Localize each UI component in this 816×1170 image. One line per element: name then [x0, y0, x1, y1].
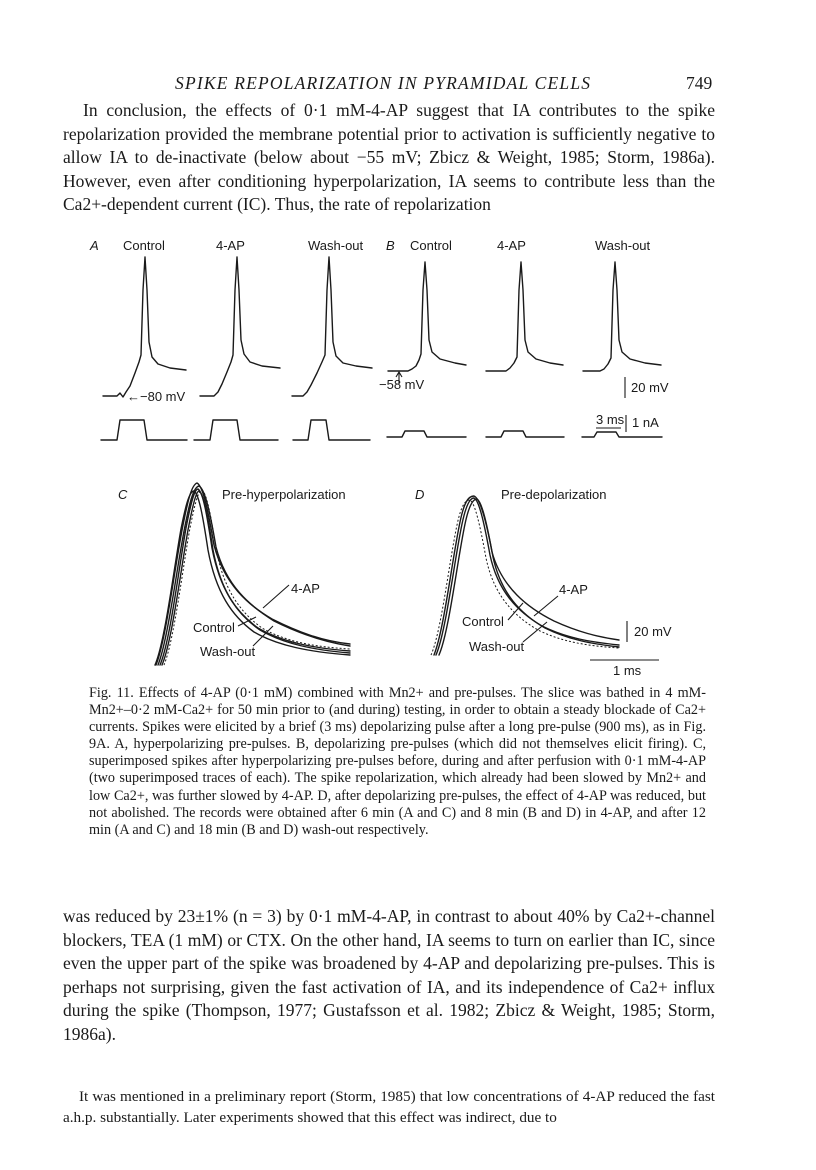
panel-d-letter: D — [415, 487, 425, 502]
panel-c-label-washout: Wash-out — [200, 644, 256, 659]
panel-a-current-4ap — [194, 420, 278, 440]
panel-b-washout-trace — [583, 262, 661, 371]
panel-d-label-control: Control — [462, 614, 504, 629]
panel-c-letter: C — [118, 487, 128, 502]
panel-b-letter: B — [386, 238, 395, 253]
panel-a-4ap-trace — [200, 257, 280, 396]
panel-b-label-4ap: 4-AP — [497, 238, 526, 253]
panel-b-control-trace — [388, 262, 466, 371]
panel-d-washout-pointer — [523, 622, 547, 642]
panel-d-voltage-scale-label: 20 mV — [634, 624, 672, 639]
panel-a-label-washout: Wash-out — [308, 238, 364, 253]
figure-11 — [0, 230, 816, 678]
panel-a-label-control: Control — [123, 238, 165, 253]
panel-a-washout-trace — [292, 257, 372, 396]
panel-b-current-washout — [582, 432, 662, 437]
panel-a-label-4ap: 4-AP — [216, 238, 245, 253]
paragraph-bottom: It was mentioned in a preliminary report (Storm, 1985) that low concentrations of 4-AP reduced the fast a.h.p. substantially. Later experiments showed that this effect was indirect, due to — [63, 1088, 715, 1126]
panel-b-current-control — [387, 431, 466, 437]
panel-c-label-control: Control — [193, 620, 235, 635]
panel-d-title: Pre-depolarization — [501, 487, 607, 502]
panel-b-4ap-trace — [486, 262, 563, 371]
panel-a-current-washout — [293, 420, 370, 440]
page-number: 749 — [686, 73, 713, 93]
paragraph-top: In conclusion, the effects of 0·1 mM-4-AP suggest that IA contributes to the spike repolarization provided the membrane potential prior to activation is sufficiently negative to allow IA to de-inactivate (below about −55 mV; Zbicz & Weight, 1985; Storm, 1986a). However, even after conditioning hyperpolarization, IA seems to contribute less than the Ca2+-dependent current (IC). Thus, the rate of repolarization — [63, 100, 715, 215]
panel-a-current-control — [101, 420, 187, 440]
panel-b-label-washout: Wash-out — [595, 238, 651, 253]
panel-b-current-scale-label: 1 nA — [632, 415, 659, 430]
figure-caption: Fig. 11. Effects of 4-AP (0·1 mM) combined with Mn2+ and pre-pulses. The slice was bathed in 4 mM-Mn2+–0·2 mM-Ca2+ for 50 min prior to (and during) testing, in order to obtain a steady blockade of Ca2+ currents. Spikes were elicited by a brief (3 ms) depolarizing pulse after a long pre-pulse (900 ms), as in Fig. 9A. A, hyperpolarizing pre-pulses. B, depolarizing pre-pulses (which did not themselves elicit firing). C, superimposed spikes after hyperpolarizing pre-pulses before, during and after perfusion with 0·1 mM-4-AP (two superimposed traces of each). The spike repolarization, which already had been slowed by Mn2+ and low Ca2+, was further slowed by 4-AP. D, after depolarizing pre-pulses, the effect of 4-AP was reduced, but not abolished. The records were obtained after 6 min (A and C) and 8 min (B and D) in 4-AP, and after 12 min (A and C) and 18 min (B and D) wash-out respectively. — [89, 685, 706, 838]
panel-d-time-scale-label: 1 ms — [613, 663, 642, 678]
panel-b-voltage-scale-label: 20 mV — [631, 380, 669, 395]
panel-d-4ap-pointer — [534, 596, 558, 616]
panel-d-trace-control-1 — [436, 498, 619, 655]
panel-a-potential-label: ←−80 mV — [127, 389, 186, 404]
panel-c-label-4ap: 4-AP — [291, 581, 320, 596]
panel-c-4ap-pointer — [263, 585, 289, 608]
panel-b-potential-label: −58 mV — [379, 377, 425, 392]
panel-c-title: Pre-hyperpolarization — [222, 487, 346, 502]
panel-a-letter: A — [90, 238, 99, 253]
panel-a-control-trace — [103, 257, 186, 397]
paragraph-middle: was reduced by 23±1% (n = 3) by 0·1 mM-4-AP, in contrast to about 40% by Ca2+-channel blockers, TEA (1 mM) or CTX. On the other hand, IA seems to turn on earlier than IC, since even the upper part of the spike was broadened by 4-AP and depolarizing pre-pulses. This is perhaps not surprising, given the fast activation of IA, and its independence of Ca2+ influx during the spike (Thompson, 1977; Gustafsson et al. 1982; Zbicz & Weight, 1985; Storm, 1986a). — [63, 906, 715, 1044]
panel-d-label-4ap: 4-AP — [559, 582, 588, 597]
running-head: SPIKE REPOLARIZATION IN PYRAMIDAL CELLS — [175, 73, 592, 93]
panel-d-label-washout: Wash-out — [469, 639, 525, 654]
panel-b-current-4ap — [486, 431, 564, 437]
panel-d-trace-4ap — [434, 496, 619, 655]
panel-d-trace-control-2 — [439, 499, 619, 655]
panel-b-label-control: Control — [410, 238, 452, 253]
panel-b-time-scale-label: 3 ms — [596, 412, 625, 427]
